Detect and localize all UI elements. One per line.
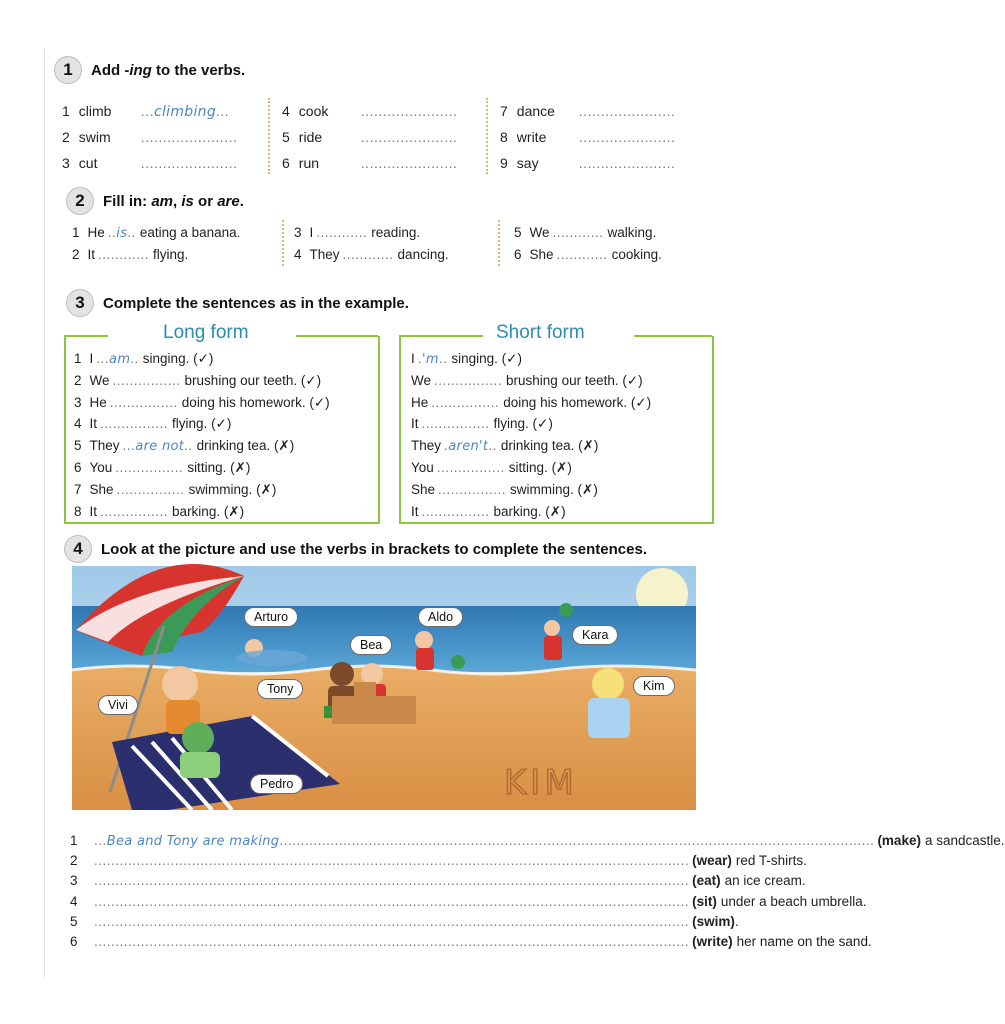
- answer-blank[interactable]: [141, 103, 229, 119]
- sentence-rest: doing his homework. (✓): [503, 394, 652, 410]
- answer-blank[interactable]: [431, 395, 499, 410]
- sentence-rest: a sandcastle.: [924, 833, 1005, 848]
- answer-line: [70, 893, 867, 909]
- answer-dots: ................: [112, 372, 181, 388]
- short-form-sentence: [411, 438, 598, 454]
- sentence-rest: sitting. (✗): [187, 460, 251, 475]
- subject-text: It: [411, 503, 419, 519]
- sand-writing: KIM: [504, 763, 578, 803]
- item-number: 4: [294, 247, 302, 262]
- item-number: 3: [294, 225, 302, 240]
- verb-text: dance: [516, 103, 555, 119]
- long-form-sentence: [74, 351, 213, 367]
- answer-line: [70, 853, 807, 869]
- answer-dots: ......................: [578, 155, 676, 171]
- answer-dots: ............................................................................................................................................: [94, 873, 690, 889]
- subject-text: She: [89, 481, 114, 497]
- answer-dots: ......................: [360, 155, 458, 171]
- answer-blank[interactable]: [361, 129, 458, 145]
- sentence-rest: singing. (✓): [142, 351, 214, 366]
- answer-blank[interactable]: [422, 416, 490, 431]
- answer-blank[interactable]: [579, 103, 676, 119]
- subject-text: It: [89, 503, 98, 519]
- item-number: 1: [62, 103, 70, 119]
- label-tony: Tony: [257, 679, 303, 699]
- column-separator: [268, 98, 270, 174]
- tony-figure: [330, 662, 354, 686]
- answer-dots: ............................................................................................................................................: [94, 853, 690, 869]
- item-number: 2: [72, 247, 80, 262]
- answer-dots: ................: [100, 503, 169, 519]
- subject-text: I: [411, 351, 415, 366]
- subject-text: He: [87, 225, 105, 240]
- answer-dots: ............: [556, 247, 608, 262]
- answer-blank[interactable]: [96, 351, 139, 366]
- answer-dots: ..: [130, 351, 139, 366]
- verb-text: cook: [298, 103, 329, 119]
- answer-blank[interactable]: [438, 482, 506, 497]
- sentence-rest: brushing our teeth. (✓): [184, 372, 322, 388]
- answer-dots: ................: [421, 503, 490, 519]
- sentence-rest: sitting. (✗): [508, 460, 572, 475]
- answer-blank[interactable]: [94, 934, 689, 949]
- answer-blank[interactable]: [94, 853, 689, 868]
- verb-item: [62, 155, 237, 171]
- answer-blank[interactable]: [579, 129, 676, 145]
- answer-dots: ................: [100, 416, 169, 432]
- bea-figure: [361, 663, 383, 685]
- answer-blank[interactable]: [141, 129, 238, 145]
- sentence-rest: eating a banana.: [139, 225, 241, 240]
- fill-in-item: [72, 247, 188, 262]
- answer-dots: ..: [488, 438, 497, 454]
- exercise-title: Complete the sentences as in the example.: [103, 294, 409, 312]
- answer-dots: ..: [107, 225, 117, 240]
- verb-item: [282, 155, 457, 171]
- item-number: 2: [62, 129, 70, 145]
- beach-picture: [72, 566, 696, 810]
- long-form-sentence: [74, 373, 321, 389]
- item-number: 6: [70, 934, 78, 949]
- exercise-4-header: [64, 535, 647, 563]
- answer-blank[interactable]: [553, 225, 604, 240]
- long-form-sentence: [74, 395, 330, 411]
- short-form-sentence: [411, 373, 643, 389]
- box-top-line: [634, 335, 712, 337]
- vivi-figure: [162, 666, 198, 702]
- sentence-rest: her name on the sand.: [736, 934, 872, 949]
- answer-blank[interactable]: [113, 373, 181, 388]
- sandcastle: [332, 696, 416, 724]
- subject-text: They: [89, 438, 120, 454]
- answer-blank[interactable]: [110, 395, 178, 410]
- verb-in-brackets: (sit): [692, 893, 717, 909]
- verb-text: ride: [298, 129, 323, 145]
- answer-dots: ......................: [140, 129, 238, 145]
- verb-item: [500, 103, 675, 119]
- item-number: 9: [500, 155, 508, 171]
- answer-dots: ..: [127, 225, 136, 240]
- answer-blank[interactable]: [123, 438, 193, 453]
- answer-dots: ............................................................................................................................................: [94, 913, 690, 929]
- sentence-rest: .: [734, 913, 739, 929]
- item-number: 5: [70, 913, 78, 929]
- exercise-3-header: [66, 289, 409, 317]
- subject-text: It: [87, 247, 96, 262]
- verb-text: say: [516, 155, 539, 171]
- item-number: 3: [74, 394, 82, 410]
- item-number: 4: [282, 103, 290, 119]
- answer-dots: ......................: [578, 103, 676, 119]
- kim-figure: [592, 668, 624, 700]
- sentence-rest: barking. (✗): [172, 503, 245, 519]
- answer-blank[interactable]: [108, 225, 136, 240]
- sentence-rest: dancing.: [397, 247, 449, 262]
- handwritten-answer: Bea and Tony are making: [106, 834, 280, 849]
- answer-blank[interactable]: [557, 247, 608, 262]
- sentence-rest: drinking tea. (✗): [500, 438, 599, 454]
- item-number: 3: [62, 155, 70, 171]
- short-form-sentence: [411, 482, 598, 498]
- answer-dots: ............................................................................................................................................: [94, 934, 690, 949]
- exercise-number: 1: [54, 56, 82, 84]
- answer-blank[interactable]: [100, 416, 168, 431]
- item-number: 1: [70, 833, 78, 848]
- sentence-rest: cooking.: [611, 247, 662, 262]
- answer-blank[interactable]: [94, 873, 689, 888]
- subject-text: She: [411, 481, 436, 497]
- answer-dots: ............: [316, 225, 368, 240]
- answer-dots: ............................................................................................................................................: [279, 833, 875, 848]
- subject-text: They: [309, 247, 340, 262]
- exercise-number: 2: [66, 187, 94, 215]
- answer-blank[interactable]: [361, 103, 458, 119]
- item-number: 1: [74, 351, 82, 366]
- fill-in-item: [294, 225, 420, 240]
- subject-text: I: [89, 351, 94, 366]
- answer-blank[interactable]: [115, 460, 183, 475]
- item-number: 5: [282, 129, 290, 145]
- answer-blank[interactable]: [579, 155, 676, 171]
- answer-dots: ............: [98, 247, 150, 262]
- pedro-figure: [182, 722, 214, 754]
- subject-text: He: [411, 394, 429, 410]
- verb-in-brackets: (write): [692, 934, 733, 949]
- verb-item: [282, 103, 457, 119]
- fill-in-item: [514, 225, 656, 240]
- short-form-sentence: [411, 460, 572, 476]
- answer-dots: ...: [122, 438, 136, 454]
- verb-in-brackets: (make): [877, 833, 921, 848]
- answer-blank[interactable]: [361, 155, 458, 171]
- box-top-line: [296, 335, 378, 337]
- sentence-rest: under a beach umbrella.: [720, 893, 867, 909]
- item-number: 8: [74, 503, 82, 519]
- short-form-sentence: [411, 395, 651, 411]
- answer-blank[interactable]: [117, 482, 185, 497]
- answer-blank[interactable]: [316, 225, 367, 240]
- subject-text: I: [309, 225, 314, 240]
- handwritten-answer: are not: [135, 439, 185, 455]
- handwritten-answer: aren't: [448, 439, 489, 455]
- answer-dots: ............: [342, 247, 394, 262]
- long-form-sentence: [74, 416, 231, 432]
- label-kara: Kara: [572, 625, 618, 645]
- column-separator: [498, 220, 500, 266]
- answer-blank[interactable]: [141, 155, 238, 171]
- exercise-title: Look at the picture and use the verbs in brackets to complete the sentences.: [101, 540, 647, 558]
- verb-text: climb: [78, 103, 112, 119]
- short-form-title: Short form: [488, 322, 593, 344]
- verb-in-brackets: (eat): [692, 873, 721, 889]
- answer-dots: ...: [96, 351, 110, 366]
- answer-blank[interactable]: [94, 914, 689, 929]
- sentence-rest: an ice cream.: [724, 873, 806, 889]
- short-form-sentence: [411, 351, 522, 367]
- verb-item: [62, 129, 237, 145]
- sentence-rest: walking.: [607, 225, 657, 240]
- subject-text: It: [411, 416, 419, 432]
- aldo-figure: [415, 631, 433, 649]
- page-edge: [44, 48, 45, 978]
- verb-item: [500, 155, 675, 171]
- fill-in-item: [294, 247, 449, 262]
- sentence-rest: flying.: [153, 247, 189, 262]
- answer-dots: ...: [216, 103, 230, 119]
- label-vivi: Vivi: [98, 695, 138, 715]
- beach-illustration: [72, 566, 696, 810]
- fill-in-item: [72, 225, 240, 241]
- handwritten-answer: climbing: [153, 104, 217, 120]
- verb-text: cut: [78, 155, 98, 171]
- verb-item: [62, 103, 229, 120]
- answer-line: [70, 873, 806, 889]
- verb-text: write: [516, 129, 547, 145]
- exercise-2-header: [66, 187, 244, 215]
- answer-dots: ...: [94, 833, 107, 848]
- answer-blank[interactable]: [437, 460, 505, 475]
- column-separator: [282, 220, 284, 266]
- sentence-rest: flying. (✓): [493, 416, 553, 432]
- answer-dots: ......................: [140, 155, 238, 171]
- item-number: 6: [514, 247, 522, 262]
- verb-item: [282, 129, 457, 145]
- answer-dots: ................: [436, 460, 505, 475]
- sentence-rest: barking. (✗): [493, 503, 566, 519]
- answer-dots: ................: [109, 394, 178, 410]
- item-number: 6: [74, 460, 82, 475]
- answer-dots: ................: [116, 481, 185, 497]
- item-number: 3: [70, 873, 78, 889]
- long-form-sentence: [74, 438, 294, 454]
- answer-blank[interactable]: [422, 504, 490, 519]
- answer-dots: .: [417, 351, 423, 366]
- sentence-rest: flying. (✓): [172, 416, 232, 432]
- exercise-title: Fill in: am, is or are.: [103, 192, 244, 210]
- sentence-rest: brushing our teeth. (✓): [506, 372, 643, 388]
- long-form-sentence: [74, 460, 250, 476]
- answer-blank[interactable]: [418, 351, 448, 366]
- label-pedro: Pedro: [250, 774, 303, 794]
- answer-dots: ......................: [360, 103, 458, 119]
- column-separator: [486, 98, 488, 174]
- verb-item: [500, 129, 675, 145]
- answer-dots: ...: [140, 103, 154, 119]
- item-number: 2: [70, 853, 78, 869]
- label-arturo: Arturo: [244, 607, 298, 627]
- label-bea: Bea: [350, 635, 392, 655]
- answer-dots: ............: [552, 225, 604, 240]
- label-aldo: Aldo: [418, 607, 463, 627]
- answer-line: [70, 913, 739, 929]
- subject-text: We: [89, 372, 110, 388]
- exercise-number: 3: [66, 289, 94, 317]
- item-number: 1: [72, 225, 80, 240]
- answer-blank[interactable]: [98, 247, 149, 262]
- answer-line: [70, 934, 872, 949]
- item-number: 4: [70, 893, 78, 909]
- long-form-sentence: [74, 482, 276, 498]
- answer-dots: ......................: [578, 129, 676, 145]
- handwritten-answer: am: [109, 352, 131, 367]
- kara-figure: [544, 620, 560, 636]
- answer-dots: ................: [431, 394, 500, 410]
- verb-in-brackets: (wear): [692, 853, 732, 869]
- sentence-rest: singing. (✓): [451, 351, 522, 366]
- answer-dots: ..: [184, 438, 193, 454]
- answer-dots: ................: [421, 416, 490, 432]
- item-number: 8: [500, 129, 508, 145]
- subject-text: She: [529, 247, 554, 262]
- long-form-title: Long form: [155, 322, 257, 344]
- sentence-rest: red T-shirts.: [735, 853, 807, 869]
- handwritten-answer: is: [116, 226, 128, 241]
- short-form-sentence: [411, 416, 553, 432]
- box-top-line: [64, 335, 108, 337]
- answer-dots: ..: [438, 351, 448, 366]
- sentence-rest: swimming. (✗): [510, 481, 598, 497]
- answer-blank[interactable]: [94, 894, 689, 909]
- subject-text: He: [89, 394, 107, 410]
- subject-text: It: [89, 416, 98, 432]
- answer-dots: ......................: [360, 129, 458, 145]
- exercise-1-header: [54, 56, 245, 84]
- item-number: 4: [74, 416, 82, 432]
- sentence-rest: doing his homework. (✓): [181, 394, 330, 410]
- item-number: 2: [74, 372, 82, 388]
- item-number: 7: [500, 103, 508, 119]
- answer-dots: ............................................................................................................................................: [94, 893, 690, 909]
- sentence-rest: drinking tea. (✗): [196, 438, 295, 454]
- exercise-number: 4: [64, 535, 92, 563]
- item-number: 7: [74, 481, 82, 497]
- item-number: 5: [514, 225, 522, 240]
- sentence-rest: reading.: [371, 225, 421, 240]
- item-number: 5: [74, 438, 82, 454]
- answer-line: [70, 833, 1005, 849]
- verb-text: run: [298, 155, 320, 171]
- subject-text: They: [411, 438, 442, 454]
- long-form-sentence: [74, 504, 244, 520]
- verb-in-brackets: (swim): [692, 913, 735, 929]
- fill-in-item: [514, 247, 662, 262]
- subject-text: You: [411, 460, 434, 475]
- short-form-sentence: [411, 504, 566, 520]
- item-number: 6: [282, 155, 290, 171]
- handwritten-answer: 'm: [422, 352, 439, 367]
- exercise-title: Add -ing to the verbs.: [91, 61, 246, 79]
- verb-text: swim: [78, 129, 111, 145]
- answer-dots: ................: [115, 460, 184, 475]
- box-top-line: [399, 335, 483, 337]
- answer-blank[interactable]: [444, 438, 497, 453]
- sentence-rest: swimming. (✗): [188, 481, 277, 497]
- answer-blank[interactable]: [343, 247, 394, 262]
- subject-text: We: [529, 225, 550, 240]
- answer-blank[interactable]: [100, 504, 168, 519]
- label-kim: Kim: [633, 676, 675, 696]
- answer-blank[interactable]: [94, 833, 874, 849]
- subject-text: You: [89, 460, 113, 475]
- answer-dots: .: [444, 438, 449, 454]
- answer-dots: ................: [434, 372, 503, 388]
- subject-text: We: [411, 372, 432, 388]
- answer-dots: ................: [438, 481, 507, 497]
- answer-blank[interactable]: [434, 373, 502, 388]
